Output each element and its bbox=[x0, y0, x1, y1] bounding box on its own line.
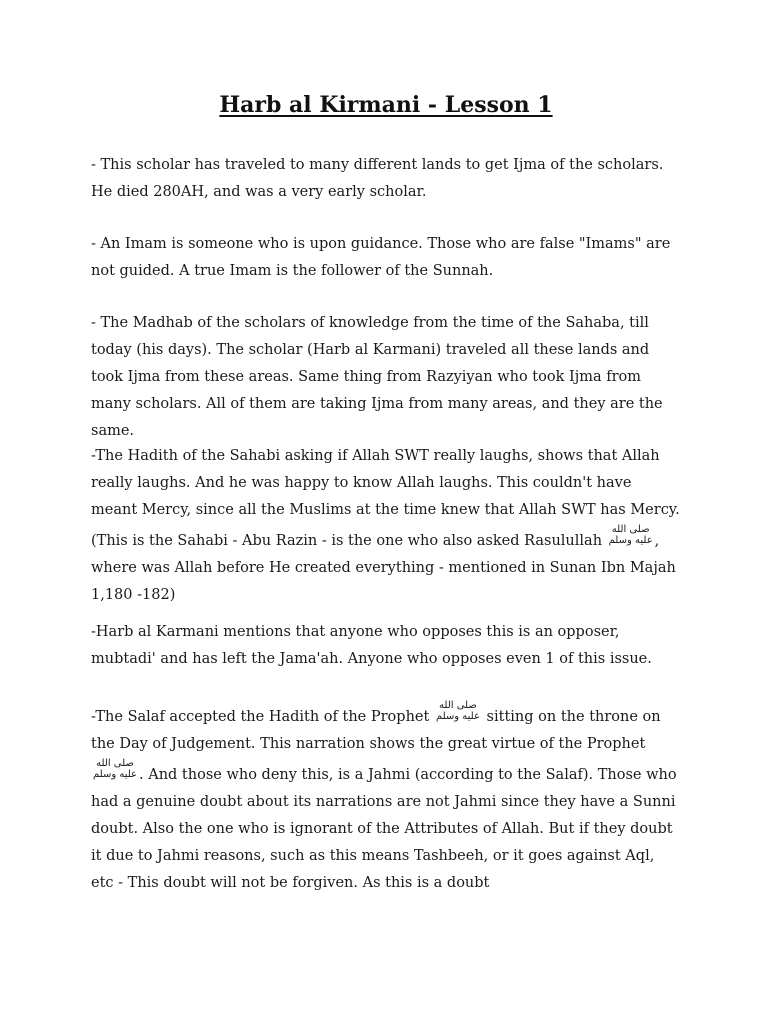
paragraph-3: - The Madhab of the scholars of knowledge from the time of the Sahaba, till today (his days). The scholar (Harb al Karmani) traveled all these lands and took Ijma from these areas. Same thing from Razyiyan who took Ijma from many scholars. All of them are taking Ijma from many areas, and they are the same. bbox=[91, 315, 663, 439]
salawat-calligraphy: صلى الله عليه وسلم bbox=[608, 524, 653, 546]
page-title: Harb al Kirmani - Lesson 1 bbox=[219, 92, 553, 118]
paragraph-6-text-b: sitting on the throne on the Day of Judgement. This narration shows the great virtue of the Prophet bbox=[91, 709, 661, 752]
paragraph-5: -Harb al Karmani mentions that anyone who opposes this is an opposer, mubtadi' and has left the Jama'ah. Anyone who opposes even 1 of this issue. bbox=[91, 624, 652, 667]
paragraph-6-text-a: -The Salaf accepted the Hadith of the Prophet bbox=[91, 709, 430, 725]
paragraph-6-text-c: . And those who deny this, is a Jahmi (according to the Salaf). Those who had a genuine doubt about its narrations are not Jahmi since they have a Sunni doubt. Also the one who is ignorant of the Attributes of Allah. But if they doubt it due to Jahmi reasons, such as this means Tashbeeh, or it goes against Aql, etc - This doubt will not be forgiven. As this is a doubt bbox=[91, 767, 677, 891]
salawat-calligraphy: صلى الله عليه وسلم bbox=[93, 758, 138, 780]
paragraph-4 bbox=[91, 443, 681, 609]
paragraph-6 bbox=[91, 700, 681, 897]
paragraph-2: - An Imam is someone who is upon guidance. Those who are false "Imams" are not guided. A true Imam is the follower of the Sunnah. bbox=[91, 236, 671, 279]
paragraph-1: - This scholar has traveled to many different lands to get Ijma of the scholars. He died 280AH, and was a very early scholar. bbox=[91, 157, 664, 200]
paragraph-4-text-a: -The Hadith of the Sahabi asking if Allah SWT really laughs, shows that Allah really laughs. And he was happy to know Allah laughs. This couldn't have meant Mercy, since all the Muslims at the time knew that Allah SWT has Mercy. (This is the Sahabi - Abu Razin - is the one who also asked Rasulullah bbox=[91, 448, 680, 549]
salawat-calligraphy: صلى الله عليه وسلم bbox=[435, 700, 480, 722]
paragraph-4-text-b: , where was Allah before He created everything - mentioned in Sunan Ibn Majah 1,180 -182) bbox=[91, 533, 676, 603]
